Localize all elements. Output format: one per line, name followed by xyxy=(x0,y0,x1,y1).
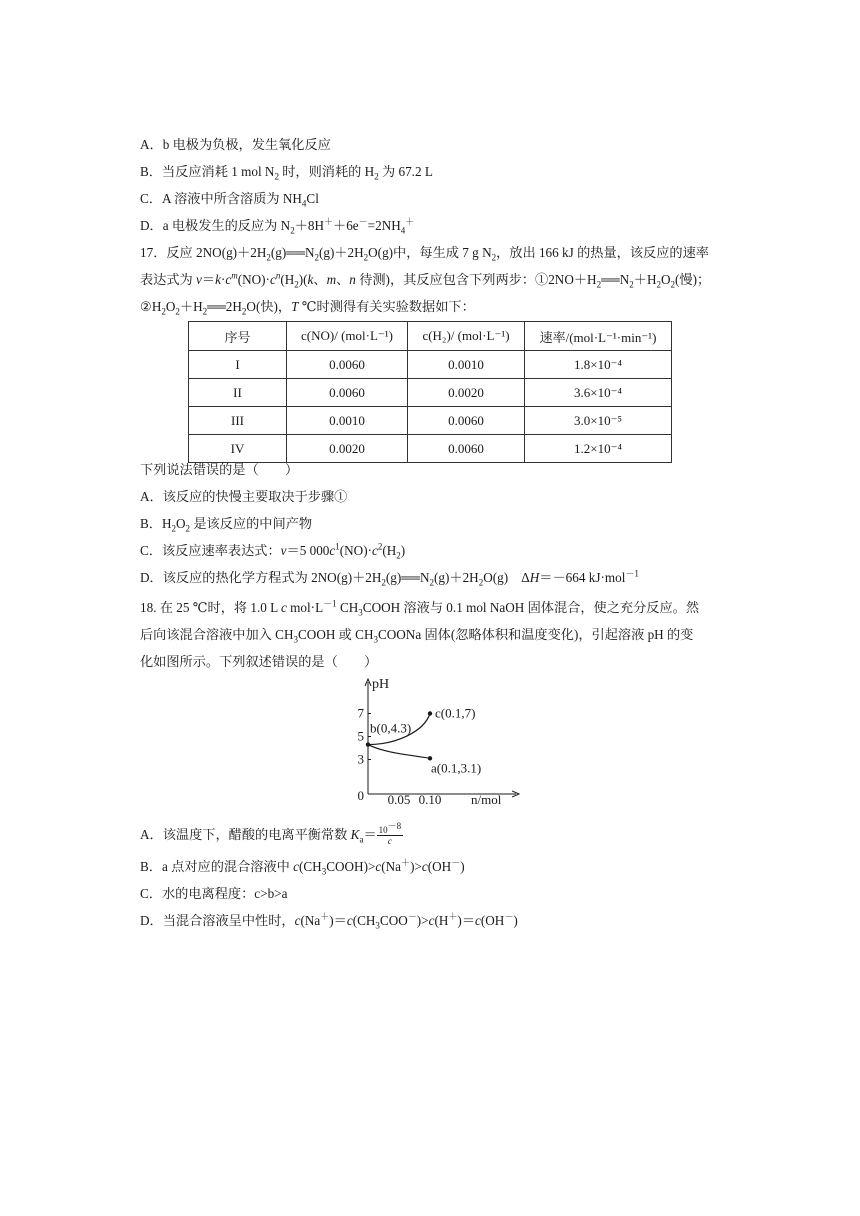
table-cell: 0.0060 xyxy=(287,379,408,407)
y-tick-label: 7 xyxy=(357,705,364,721)
table-header: c(H₂)/ (mol·L⁻¹) xyxy=(408,322,525,351)
q17-stem-line-1: 17．反应 $2NO(g)+2H_2(g)══N_2(g)+2H_2O(g)$中，每生成 7 g $N_2$，放出 166 kJ 的热量，该反应的速率 xyxy=(140,245,709,263)
table-cell: 0.0060 xyxy=(408,435,525,463)
q17-question: 下列说法错误的是（ ） xyxy=(140,462,299,477)
table-cell: I xyxy=(189,351,287,379)
table-cell: III xyxy=(189,407,287,435)
table-header: 速率/(mol·L⁻¹·min⁻¹) xyxy=(525,322,672,351)
table-cell: 0.0020 xyxy=(408,379,525,407)
q16-option-b: B．当反应消耗 1 mol $N_2$ 时，则消耗的 $H_2$ 为 67.2 L xyxy=(140,164,433,182)
table-cell: 1.8×10⁻⁴ xyxy=(525,351,672,379)
q18-stem-line-1: 18. 在 25 ℃时，将 1.0 L c $mol\cdot L^{-1}$ $CH_3COOH$ 溶液与 0.1 mol NaOH 固体混合，使之充分反应。然 xyxy=(140,598,700,618)
q18-option-a: A．该温度下，醋酸的电离平衡常数 $K_a=$ $\frac{10^{-8}}{c}$ xyxy=(140,821,402,847)
q17-stem-line-2: 表达式为 $v=k\cdot c^m(NO)\cdot c^n(H_2)(k$、m、n 待测)，其反应包含下列两步：$①2NO+H_2══N_2+H_2O_2$(慢)； xyxy=(140,270,711,290)
table-cell: 0.0020 xyxy=(287,435,408,463)
q16-option-c: C．A 溶液中所含溶质为 $NH_4Cl$ xyxy=(140,191,319,209)
q17-option-d: D．该反应的热化学方程式为 $2NO(g)+2H_2(g)══N_2(g)+2H_2O(g)$ ΔH＝－664 kJ·mol$^{-1}$ xyxy=(140,568,639,588)
table-row xyxy=(189,379,672,407)
data-point xyxy=(366,742,370,746)
point-label-b: b(0,4.3) xyxy=(370,720,412,736)
table-cell: 0.0060 xyxy=(408,407,525,435)
origin-label: 0 xyxy=(357,788,364,803)
q18-stem-line-2: 后向该混合溶液中加入 $CH_3COOH$ 或 $CH_3COONa$ 固体(忽略体积和温度变化)，引起溶液 pH 的变 xyxy=(140,627,694,645)
table-cell: 0.0010 xyxy=(287,407,408,435)
table-cell: 3.6×10⁻⁴ xyxy=(525,379,672,407)
q18-option-c: C．水的电离程度：c>b>a xyxy=(140,886,288,901)
q18-option-d: D．当混合溶液呈中性时，$c(Na^+)=c(CH_3COO^-)>c(H^+)=c(OH^-)$ xyxy=(140,911,518,931)
y-tick-label: 5 xyxy=(357,728,364,744)
table-cell: II xyxy=(189,379,287,407)
table-cell: 0.0010 xyxy=(408,351,525,379)
ph-graph xyxy=(350,676,530,810)
x-axis-label: n/mol xyxy=(471,792,502,807)
q17-option-c: C．该反应速率表达式：v＝5 $000c^1(NO)\cdot c^2(H_2)$ xyxy=(140,541,406,561)
table-row xyxy=(189,351,672,379)
table-cell: 3.0×10⁻⁵ xyxy=(525,407,672,435)
q17-stem-line-3: $②H_2O_2+H_2══2H_2O$(快)，T ℃时测得有关实验数据如下： xyxy=(140,299,475,317)
q17-option-a: A．该反应的快慢主要取决于步骤① xyxy=(140,489,348,504)
q16-option-a: A．b 电极为负极，发生氧化反应 xyxy=(140,137,331,152)
table-header: 序号 xyxy=(189,322,287,351)
table-cell: 0.0060 xyxy=(287,351,408,379)
x-tick-label: 0.10 xyxy=(418,792,442,807)
point-label-c: c(0.1,7) xyxy=(435,705,476,721)
table-header: c(NO)/ (mol·L⁻¹) xyxy=(287,322,408,351)
data-point xyxy=(428,711,432,715)
table-cell: IV xyxy=(189,435,287,463)
table-header-row xyxy=(189,322,672,351)
series-line xyxy=(368,745,430,759)
table-row xyxy=(189,435,672,463)
table-cell: 1.2×10⁻⁴ xyxy=(525,435,672,463)
y-axis-label: pH xyxy=(372,677,390,692)
point-label-a: a(0.1,3.1) xyxy=(431,760,482,776)
q17-option-b: B．$H_2O_2$ 是该反应的中间产物 xyxy=(140,516,313,534)
rate-data-table xyxy=(188,321,672,463)
table-row xyxy=(189,407,672,435)
q18-stem-line-3: 化如图所示。下列叙述错误的是（ ） xyxy=(140,654,378,669)
q16-option-d: D．a 电极发生的反应为 $N_2+8H^++6e^-=2NH_4^+$ xyxy=(140,216,415,236)
y-tick-label: 3 xyxy=(357,751,364,767)
x-tick-label: 0.05 xyxy=(387,792,411,807)
q18-option-b: B．a 点对应的混合溶液中 $c(CH_3COOH)>c(Na^+)>c(OH^-)$ xyxy=(140,857,465,877)
